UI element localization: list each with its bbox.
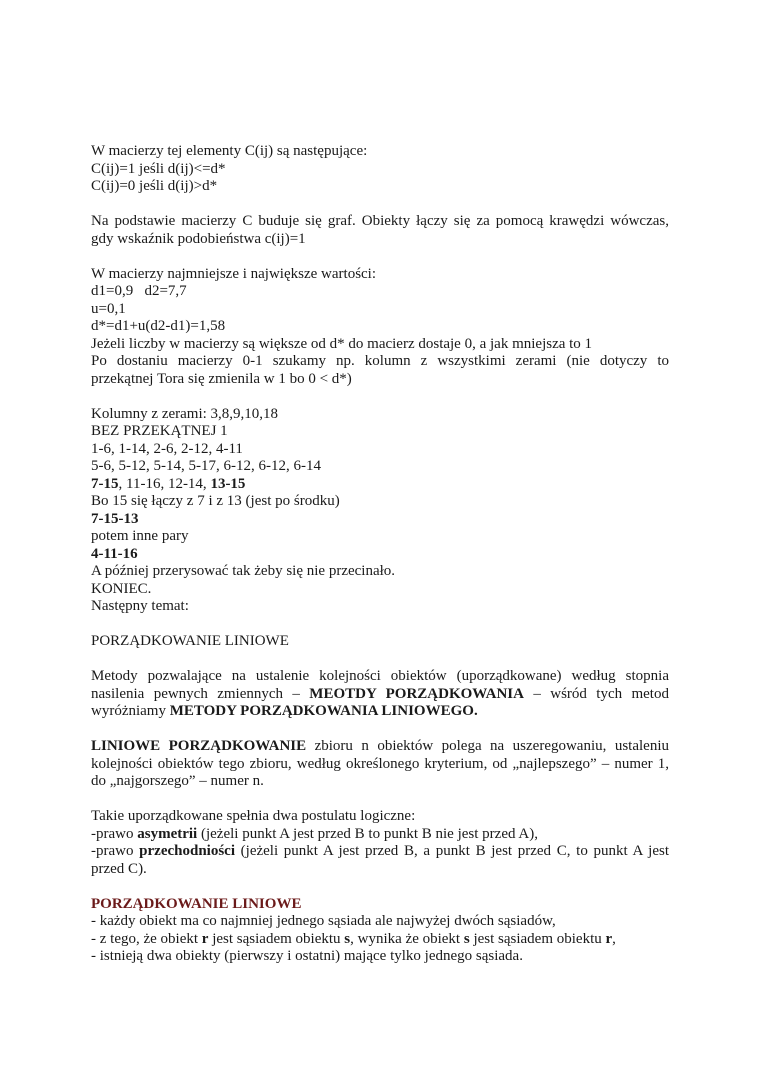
bold-pair: 13-15 xyxy=(210,475,246,492)
text-run: - z tego, że obiekt xyxy=(91,930,202,947)
text-line: KONIEC. xyxy=(91,580,152,597)
text-line xyxy=(91,826,669,844)
text-line: 5-6, 5-12, 5-14, 5-17, 6-12, 6-12, 6-14 xyxy=(91,458,321,474)
bold-term: przechodniości xyxy=(139,843,235,859)
text-line: przed C). xyxy=(91,860,147,877)
text-run: , xyxy=(612,930,616,947)
section-title: PORZĄDKOWANIE LINIOWE xyxy=(91,633,289,649)
text-line: Jeżeli liczby w macierzy są większe od d* do macierz dostaje 0, a jak mniejsza to 1 xyxy=(91,335,593,352)
text-line: C(ij)=0 jeśli d(ij)>d* xyxy=(91,178,218,194)
bold-term: r xyxy=(605,930,613,947)
text-run: nasilenia pewnych zmiennych – xyxy=(91,685,310,702)
text-line: do „najgorszego” – numer n. xyxy=(91,773,264,789)
bold-pair: 7-15 xyxy=(91,475,119,492)
list-item xyxy=(91,931,669,949)
text-line: W macierzy tej elementy C(ij) są następujące: xyxy=(91,143,368,159)
text-line: A później przerysować tak żeby się nie przecinało. xyxy=(91,563,396,579)
text-line: u=0,1 xyxy=(91,300,126,317)
paragraph-columns xyxy=(91,406,669,616)
bold-chain: 7-15-13 xyxy=(91,510,139,527)
section-heading: PORZĄDKOWANIE LINIOWE xyxy=(91,895,302,912)
text-line: Po dostaniu macierzy 0-1 szukamy np. kolumn z wszystkimi zerami (nie dotyczy to xyxy=(91,353,669,369)
text-line: C(ij)=1 jeśli d(ij)<=d* xyxy=(91,160,226,177)
text-line: kolejności obiektów tego zbioru, według określonego kryterium, od „najlepszego” – numer 1, xyxy=(91,755,669,772)
bold-term: LINIOWE PORZĄDKOWANIE xyxy=(91,738,307,754)
text-line: Takie uporządkowane spełnia dwa postulatu logiczne: xyxy=(91,808,416,824)
text-line: Na podstawie macierzy C buduje się graf. Obiekty łączy się za pomocą krawędzi wówczas, xyxy=(91,213,669,229)
paragraph-postulates xyxy=(91,808,669,878)
text-run: – wśród tych metod xyxy=(523,685,669,702)
text-line: Metody pozwalające na ustalenie kolejności obiektów (uporządkowane) według stopnia xyxy=(91,668,669,684)
text-line: przekątnej Tora się zmienila w 1 bo 0 < d*) xyxy=(91,370,352,387)
list-item: - każdy obiekt ma co najmniej jednego sąsiada ale najwyżej dwóch sąsiadów, xyxy=(91,913,556,929)
text-line xyxy=(91,843,669,861)
text-run: , wynika że obiekt xyxy=(350,930,464,947)
text-run: -prawo xyxy=(91,825,138,842)
bold-term: s xyxy=(344,930,351,947)
text-run: (jeżeli punkt A jest przed B to punkt B nie jest przed A), xyxy=(197,825,538,842)
paragraph-methods xyxy=(91,668,669,721)
bold-term: s xyxy=(463,930,470,947)
text-line: d*=d1+u(d2-d1)=1,58 xyxy=(91,318,226,334)
text-run: wyróżniamy xyxy=(91,703,170,719)
text-line xyxy=(91,476,669,494)
list-item: - istnieją dwa obiekty (pierwszy i ostatni) mające tylko jednego sąsiada. xyxy=(91,948,523,964)
text-line: potem inne pary xyxy=(91,528,189,544)
text-line xyxy=(91,703,669,721)
text-line: W macierzy najmniejsze i największe wartości: xyxy=(91,265,377,282)
paragraph-graph xyxy=(91,213,669,248)
bold-term: MEOTDY PORZĄDKOWANIA xyxy=(309,685,524,702)
bold-term: r xyxy=(201,930,209,947)
paragraph-definition xyxy=(91,738,669,791)
bold-term: METODY PORZĄDKOWANIA LINIOWEGO. xyxy=(169,703,478,719)
paragraph-linear-ordering xyxy=(91,896,669,966)
paragraph-matrix-elements xyxy=(91,143,669,196)
text-line: gdy wskaźnik podobieństwa c(ij)=1 xyxy=(91,230,306,247)
text-line xyxy=(91,738,669,756)
text-run: (jeżeli punkt A jest przed B, a punkt B jest przed C, to punkt A jest xyxy=(235,843,669,859)
text-line: Następny temat: xyxy=(91,598,189,614)
text-run: -prawo xyxy=(91,843,140,859)
bold-term: asymetrii xyxy=(137,825,198,842)
text-run: jest sąsiadem obiektu xyxy=(469,930,606,947)
text-line: Bo 15 się łączy z 7 i z 13 (jest po środku) xyxy=(91,493,340,509)
text-line: 1-6, 1-14, 2-6, 2-12, 4-11 xyxy=(91,440,243,457)
text-line: BEZ PRZEKĄTNEJ 1 xyxy=(91,423,228,439)
text-line: d1=0,9 d2=7,7 xyxy=(91,283,187,299)
text-line: Kolumny z zerami: 3,8,9,10,18 xyxy=(91,405,279,422)
document-page xyxy=(91,143,669,966)
text-run: , 11-16, 12-14, xyxy=(118,475,211,492)
text-run: zbioru n obiektów polega na uszeregowaniu, ustaleniu xyxy=(306,738,669,754)
paragraph-values xyxy=(91,266,669,389)
text-run: jest sąsiadem obiektu xyxy=(208,930,345,947)
bold-chain: 4-11-16 xyxy=(91,545,138,562)
text-line xyxy=(91,686,669,704)
